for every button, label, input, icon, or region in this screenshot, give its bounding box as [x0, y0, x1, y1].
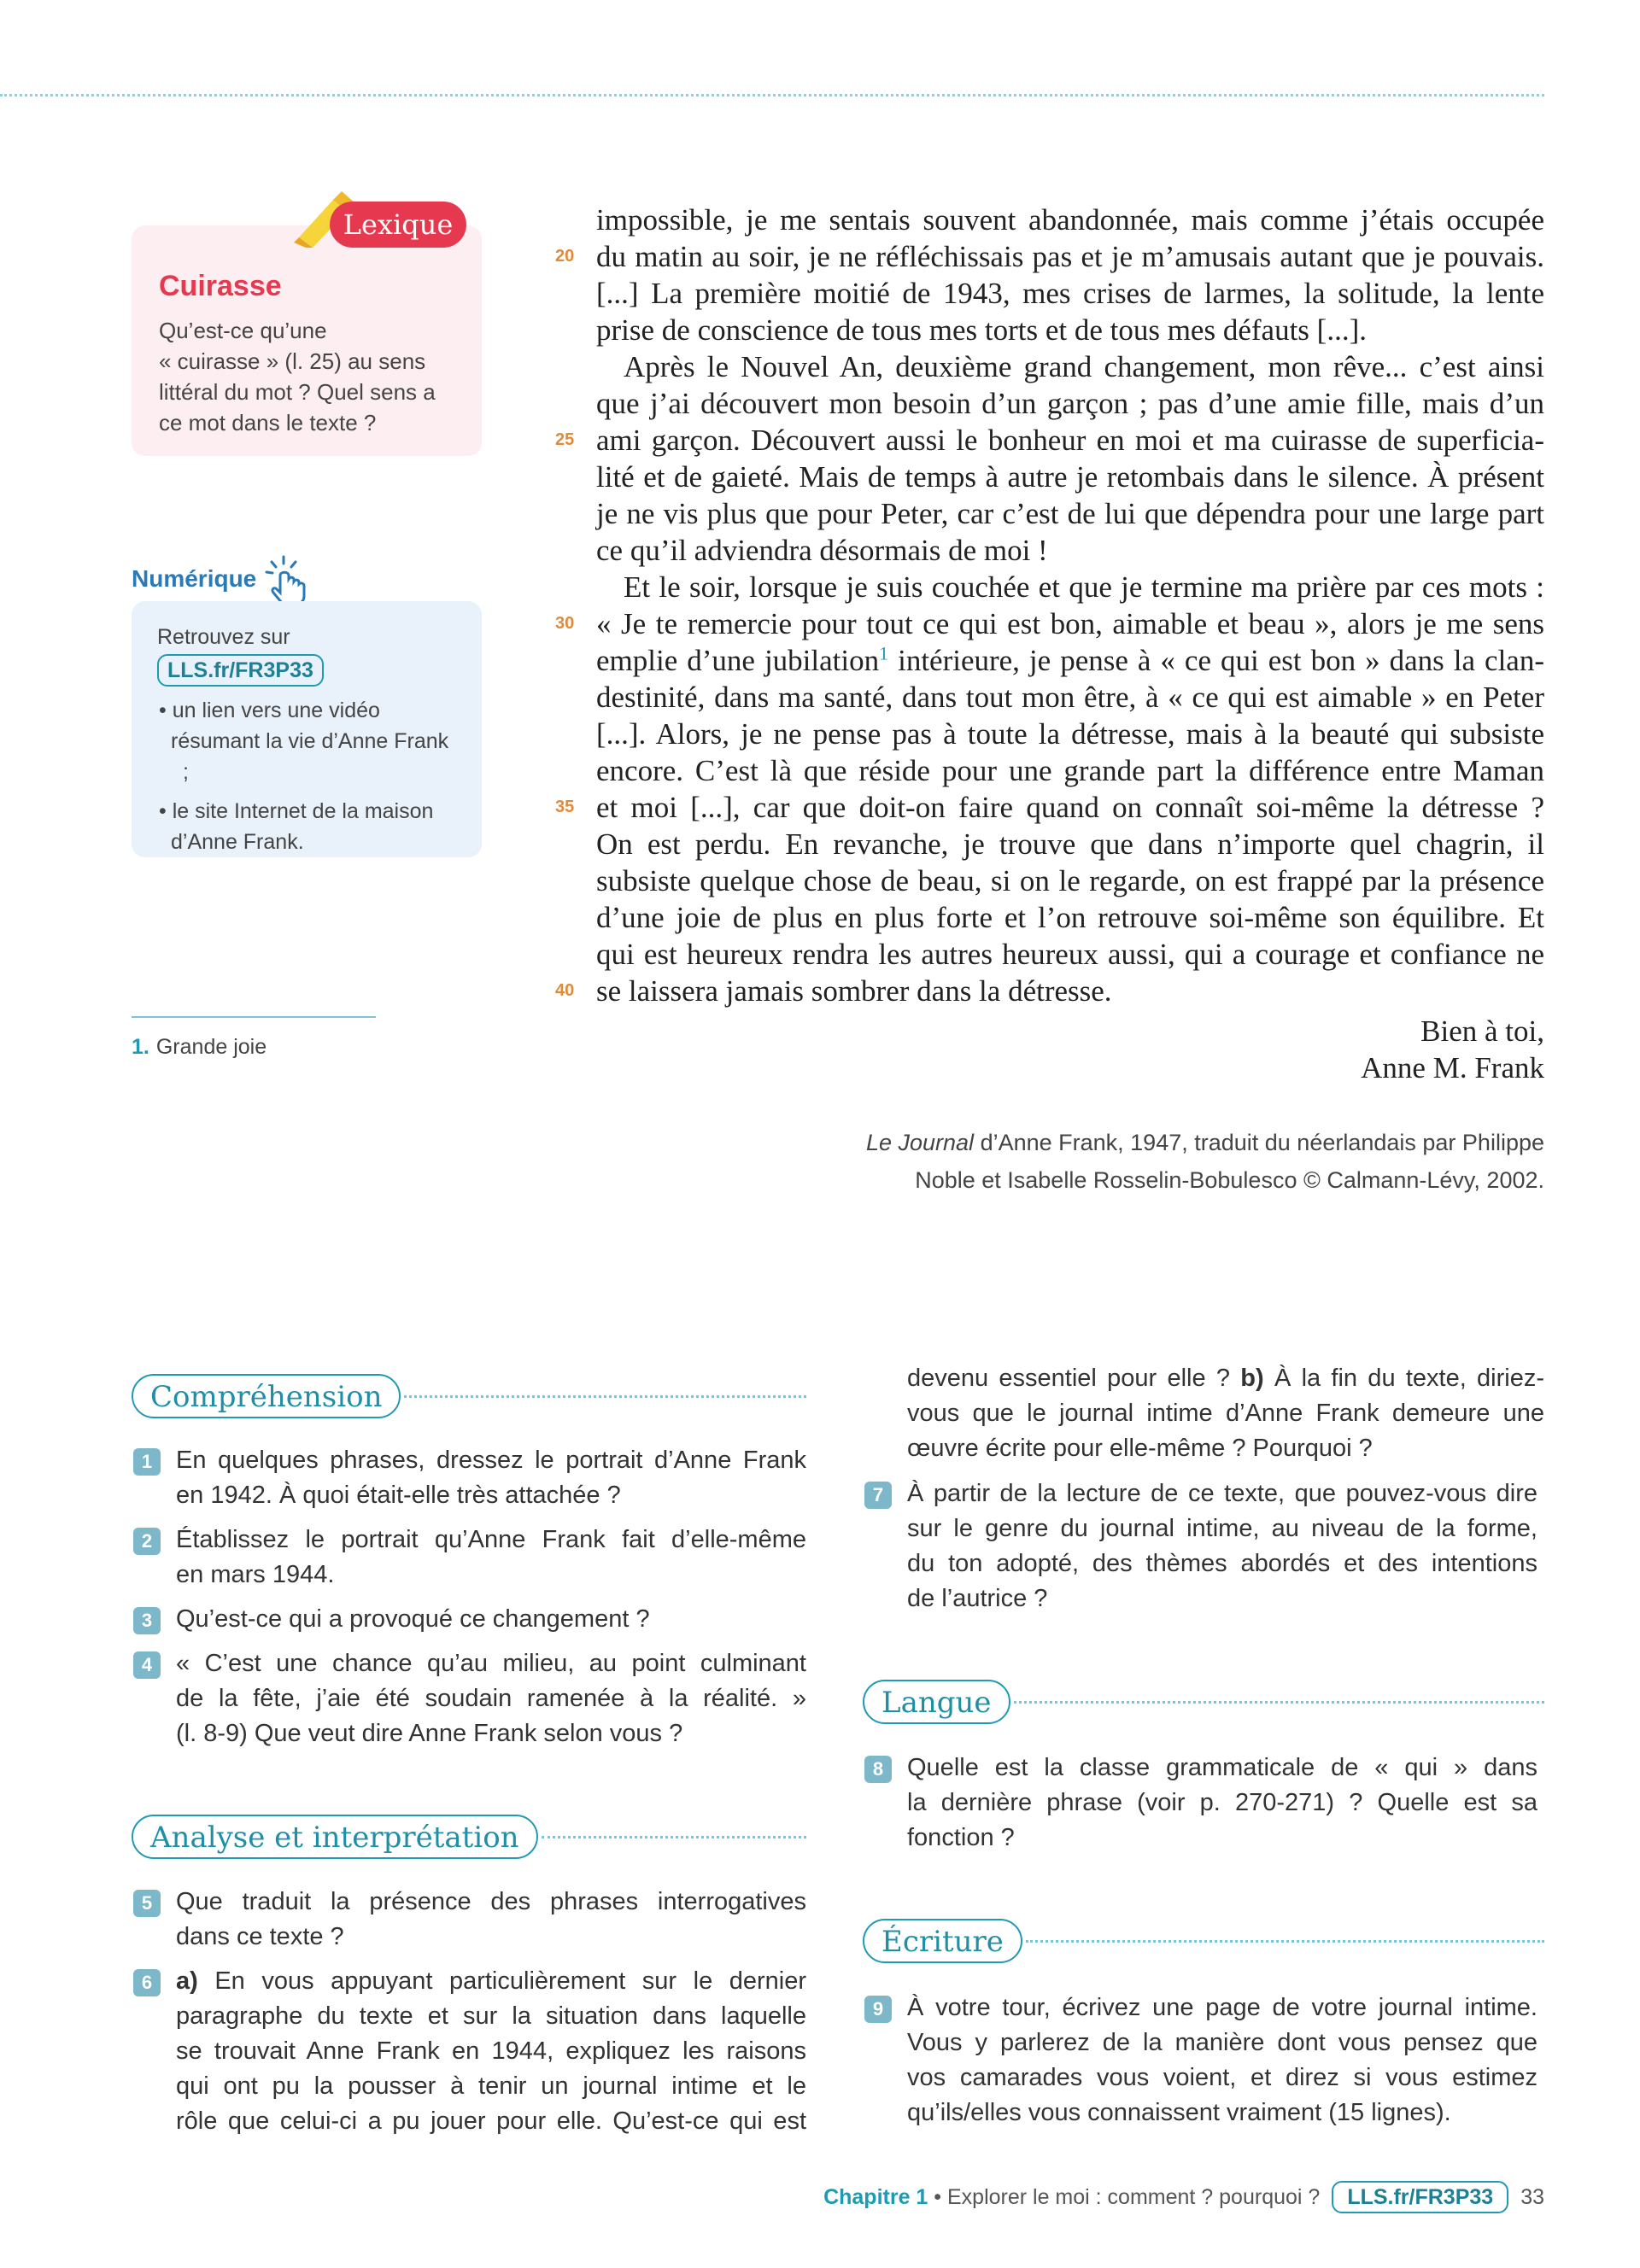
- text-line: d’une joie de plus en plus forte et l’on retrouve soi-même son équilibre. Et: [596, 901, 1544, 934]
- text-line: ami garçon. Découvert aussi le bonheur en moi et ma cuirasse de superficia-: [596, 424, 1544, 457]
- page-footer: [823, 2181, 1544, 2213]
- numerique-link[interactable]: LLS.fr/FR3P33: [157, 654, 324, 687]
- section-title: Analyse et interprétation: [132, 1815, 538, 1859]
- section-title: Langue: [863, 1680, 1010, 1724]
- line-number: 40: [555, 981, 575, 1000]
- text-line-jubilation: emplie d’une jubilation$^1$ intérieure, je pense à « ce qui est bon » dans la clan-: [596, 642, 1544, 677]
- text-line: Après le Nouvel An, deuxième grand changement, mon rêve... c’est ainsi: [624, 350, 1544, 383]
- text-line: « Je te remercie pour tout ce qui est bon, aimable et beau », alors je me sens: [596, 607, 1544, 640]
- line-number: 20: [555, 247, 575, 266]
- text-line: Et le soir, lorsque je suis couchée et que je termine ma prière par ces mots :: [624, 570, 1544, 604]
- question-4: 4 « C’est une chance qu’au milieu, au point culminant de la fête, j’aie été soudain ramenée à la réalité. » (l. 8-9) Que veut dire Anne Frank selon vous ?: [132, 1646, 806, 1751]
- question-6: 6 a) En vous appuyant particulièrement sur le dernier paragraphe du texte et sur la situation dans laquelle se trouvait Anne Frank en 1944, expliquez les raisons qui ont pu la pousser à tenir un journal intime et le rôle que celui-ci a pu jouer pour elle. Qu’est-ce qui est: [132, 1964, 806, 2139]
- footnote-rule: [132, 1016, 376, 1018]
- question-number: 5: [133, 1890, 161, 1917]
- signature: Anne M. Frank: [1361, 1051, 1544, 1084]
- section-ecriture: [863, 1918, 1544, 1964]
- question-number: 6: [133, 1969, 161, 1996]
- text-line: On est perdu. En revanche, je trouve que dans n’importe quel chagrin, il: [596, 827, 1544, 861]
- footnote-ref[interactable]: 1: [879, 642, 889, 664]
- lexique-box: [132, 225, 482, 456]
- text-line: je ne vis plus que pour Peter, car c’est de lui que dépendra pour une large part: [596, 497, 1544, 530]
- numerique-bullet: • le site Internet de la maison d’Anne Frank.: [159, 799, 434, 854]
- question-3: 3 Qu’est-ce qui a provoqué ce changement ?: [132, 1602, 806, 1637]
- text-line: [...] La première moitié de 1943, mes crises de larmes, la solitude, la lente: [596, 277, 1544, 310]
- section-dots: [404, 1395, 806, 1398]
- text-line: impossible, je me sentais souvent abandonnée, mais comme j’étais occupée: [596, 203, 1544, 237]
- footer-link[interactable]: LLS.fr/FR3P33: [1332, 2181, 1508, 2213]
- text-line: ce qu’il adviendra désormais de moi !: [596, 534, 1048, 567]
- question-number: 8: [864, 1756, 892, 1783]
- section-title: Compréhension: [132, 1374, 401, 1418]
- section-title: Écriture: [863, 1919, 1022, 1963]
- text-line: et moi [...], car que doit-on faire quand on connaît soi-même la détresse ?: [596, 791, 1544, 824]
- numerique-intro: Retrouvez sur: [157, 625, 290, 649]
- question-number: 2: [133, 1528, 161, 1555]
- section-dots: [1026, 1940, 1544, 1943]
- text-line: destinité, dans ma santé, dans tout mon être, à « ce qui est aimable » en Peter: [596, 681, 1544, 714]
- numerique-title: Numérique: [132, 565, 257, 592]
- question-2: 2 Établissez le portrait qu’Anne Frank fait d’elle-même en mars 1944.: [132, 1523, 806, 1593]
- section-analyse: [132, 1814, 806, 1860]
- text-line: que j’ai découvert mon besoin d’un garçon ; pas d’une amie fille, mais d’un: [596, 387, 1544, 420]
- text-line: encore. C’est là que réside pour une grande part la différence entre Maman: [596, 754, 1544, 787]
- lexique-tab: Lexique: [330, 202, 466, 248]
- line-number: 35: [555, 798, 575, 816]
- footer-chapter: Chapitre 1 • Explorer le moi : comment ? pourquoi ?: [823, 2184, 1321, 2209]
- question-number: 4: [133, 1651, 161, 1679]
- source-line: Noble et Isabelle Rosselin-Bobulesco © Calmann-Lévy, 2002.: [915, 1167, 1544, 1193]
- section-dots: [542, 1836, 806, 1838]
- source-line: Le Journal d’Anne Frank, 1947, traduit du néerlandais par Philippe: [865, 1130, 1544, 1155]
- section-dots: [1014, 1701, 1544, 1704]
- numerique-box: [132, 601, 482, 857]
- question-8: 8 Quelle est la classe grammaticale de « qui » dans la dernière phrase (voir p. 270-271) ? Quelle est sa fonction ?: [863, 1751, 1538, 1856]
- text-line: lité et de gaieté. Mais de temps à autre je retombais dans le silence. À présent: [596, 460, 1544, 494]
- text-line: qui est heureux rendra les autres heureux aussi, qui a courage et confiance ne: [596, 938, 1544, 971]
- text-line: du matin au soir, je ne réfléchissais pas et je m’amusais autant que je pouvais.: [596, 240, 1544, 273]
- section-langue: [863, 1679, 1544, 1725]
- question-9: 9 À votre tour, écrivez une page de votre journal intime. Vous y parlerez de la manière dont vous pensez que vos camarades vous voient, et direz si vous estimez qu’ils/elles vous connaissent vraiment (15 lignes).: [863, 1990, 1538, 2131]
- closing: Bien à toi,: [1420, 1014, 1544, 1048]
- section-comprehension: [132, 1373, 806, 1419]
- question-7: 7 À partir de la lecture de ce texte, que pouvez-vous dire sur le genre du journal intime, au niveau de la forme, du ton adopté, des thèmes abordés et des intentions de l’autrice ?: [863, 1476, 1538, 1616]
- question-6-continued: devenu essentiel pour elle ? b) À la fin du texte, diriez- vous que le journal intime d’Anne Frank demeure une œuvre écrite pour elle-même ? Pourquoi ?: [907, 1365, 1545, 1462]
- numerique-bullet: • un lien vers une vidéo résumant la vie d’Anne Frank ;: [159, 699, 449, 784]
- footnote: 1. Grande joie: [132, 1035, 267, 1059]
- lexique-word: Cuirasse: [159, 270, 282, 302]
- lexique-question: Qu’est-ce qu’une « cuirasse » (l. 25) au sens littéral du mot ? Quel sens a ce mot dans le texte ?: [159, 318, 436, 435]
- text-line: [...]. Alors, je ne pense pas à toute la détresse, mais à la beauté qui subsiste: [596, 717, 1544, 751]
- text-line: prise de conscience de tous mes torts et de tous mes défauts [...].: [596, 313, 1367, 347]
- question-1: 1 En quelques phrases, dressez le portrait d’Anne Frank en 1942. À quoi était-elle très attachée ?: [132, 1443, 806, 1513]
- question-number: 3: [133, 1607, 161, 1634]
- line-number: 30: [555, 614, 575, 633]
- question-5: 5 Que traduit la présence des phrases interrogatives dans ce texte ?: [132, 1885, 806, 1955]
- question-number: 1: [133, 1448, 161, 1476]
- text-line: subsiste quelque chose de beau, si on le regarde, on est frappé par la présence: [596, 864, 1544, 897]
- question-number: 7: [864, 1482, 892, 1509]
- text-line: se laissera jamais sombrer dans la détresse.: [596, 974, 1112, 1008]
- top-dotted-rule: [0, 94, 1544, 96]
- line-number: 25: [555, 430, 575, 449]
- question-number: 9: [864, 1996, 892, 2023]
- page-number: 33: [1520, 2184, 1544, 2209]
- pointing-hand-icon: [261, 553, 314, 606]
